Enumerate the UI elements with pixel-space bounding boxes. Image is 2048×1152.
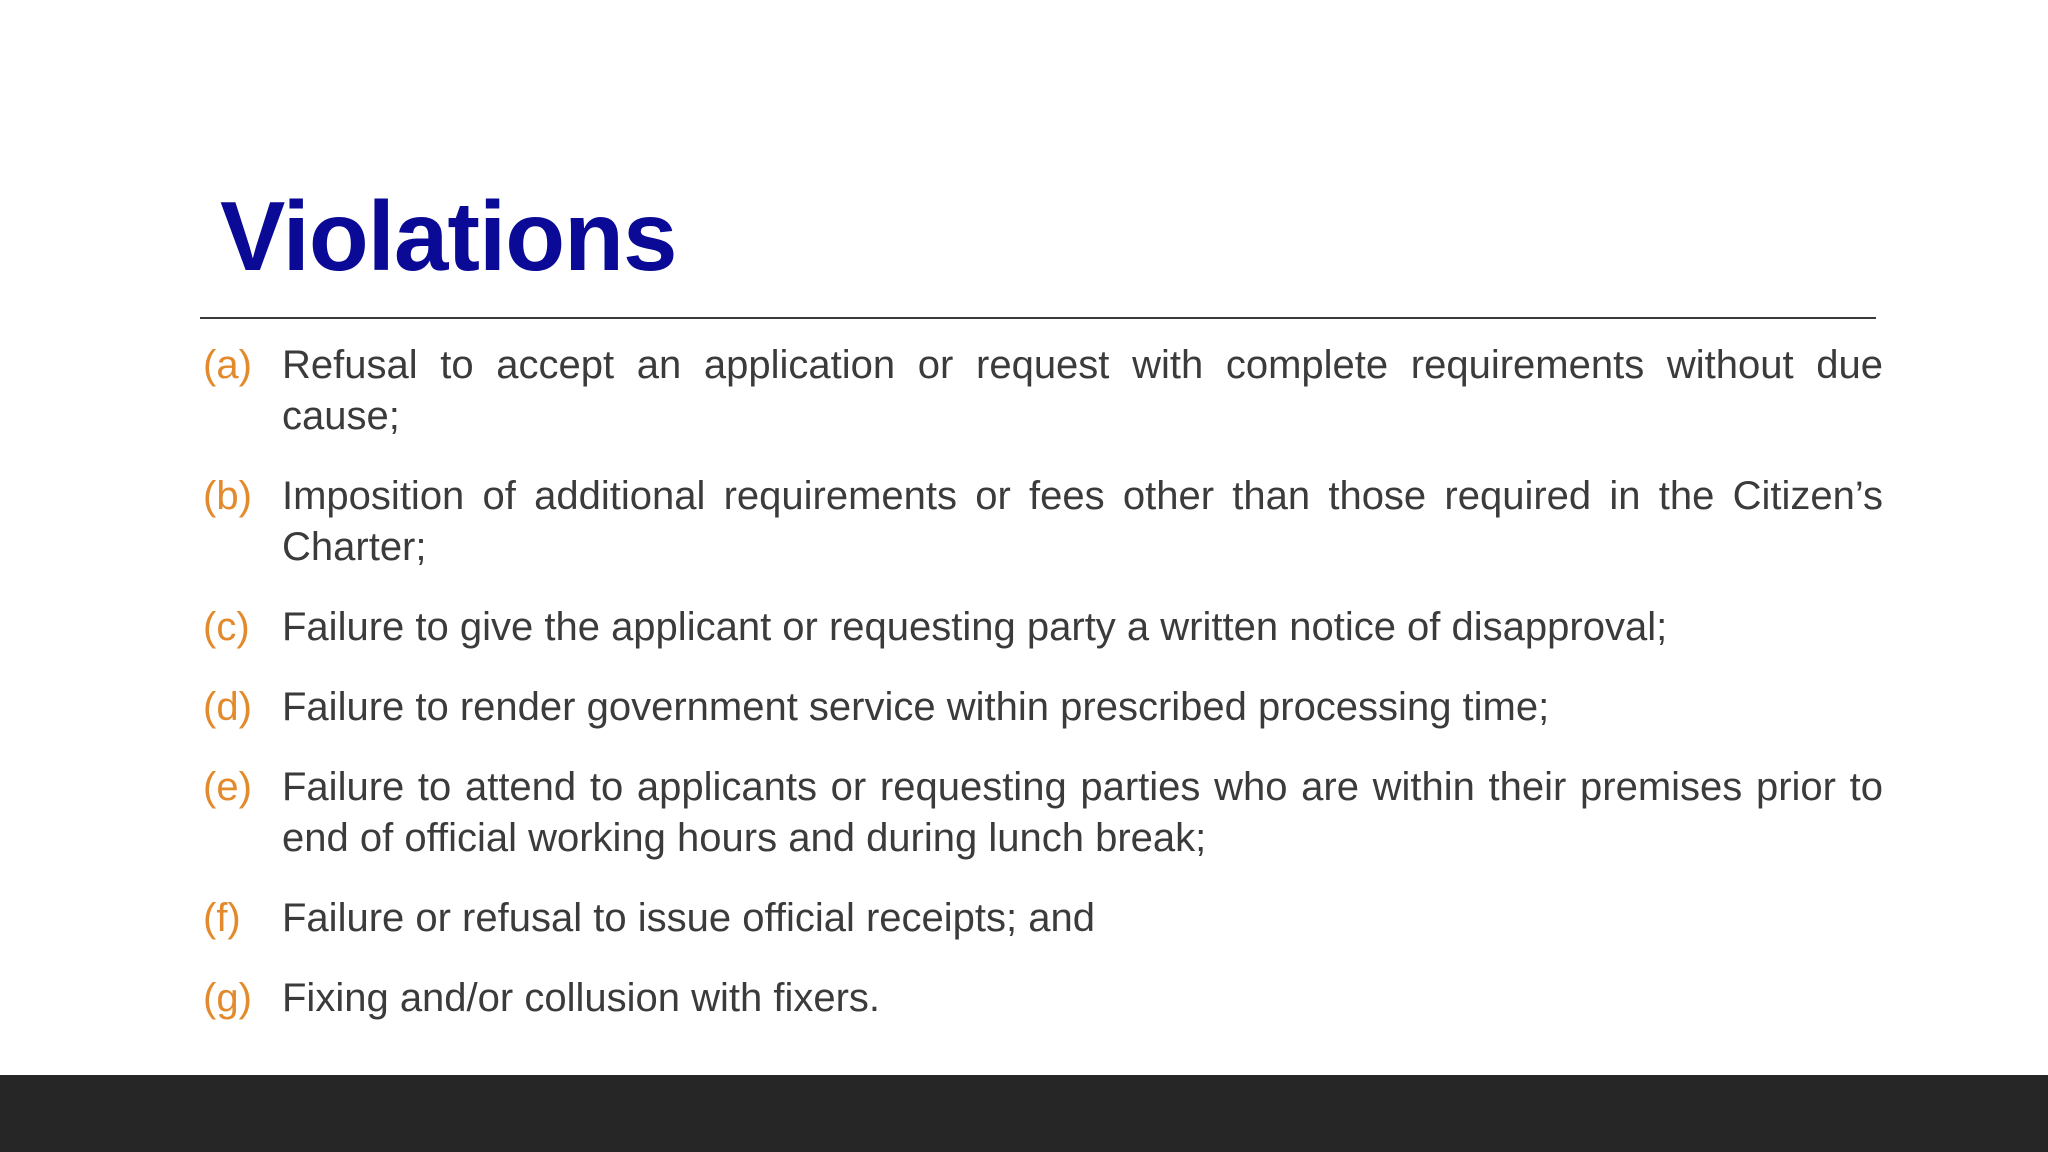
slide-title: Violations [220, 181, 677, 291]
item-text: Imposition of additional requirements or fees other than those required in the Citizen’s Charter; [282, 474, 1883, 569]
list-item [203, 893, 1883, 944]
item-text: Failure to give the applicant or requesting party a written notice of disapproval; [282, 605, 1668, 649]
list-item [203, 340, 1883, 442]
item-text: Refusal to accept an application or request with complete requirements without due cause; [282, 343, 1883, 438]
footer-bar [0, 1075, 2048, 1152]
item-marker: (f) [203, 896, 241, 940]
item-text: Failure or refusal to issue official receipts; and [282, 896, 1095, 940]
list-item [203, 973, 1883, 1024]
item-marker: (d) [203, 685, 252, 729]
list-item [203, 471, 1883, 573]
item-text: Fixing and/or collusion with fixers. [282, 976, 881, 1020]
item-marker: (g) [203, 976, 252, 1020]
item-marker: (e) [203, 765, 252, 809]
item-marker: (b) [203, 474, 252, 518]
list-item [203, 602, 1883, 653]
item-text: Failure to render government service within prescribed processing time; [282, 685, 1550, 729]
title-divider [200, 317, 1876, 319]
item-text: Failure to attend to applicants or requesting parties who are within their premises prior to end of official working hours and during lunch break; [282, 765, 1883, 860]
item-marker: (a) [203, 343, 252, 387]
item-marker: (c) [203, 605, 250, 649]
violations-list [203, 340, 1883, 1053]
list-item [203, 762, 1883, 864]
list-item [203, 682, 1883, 733]
